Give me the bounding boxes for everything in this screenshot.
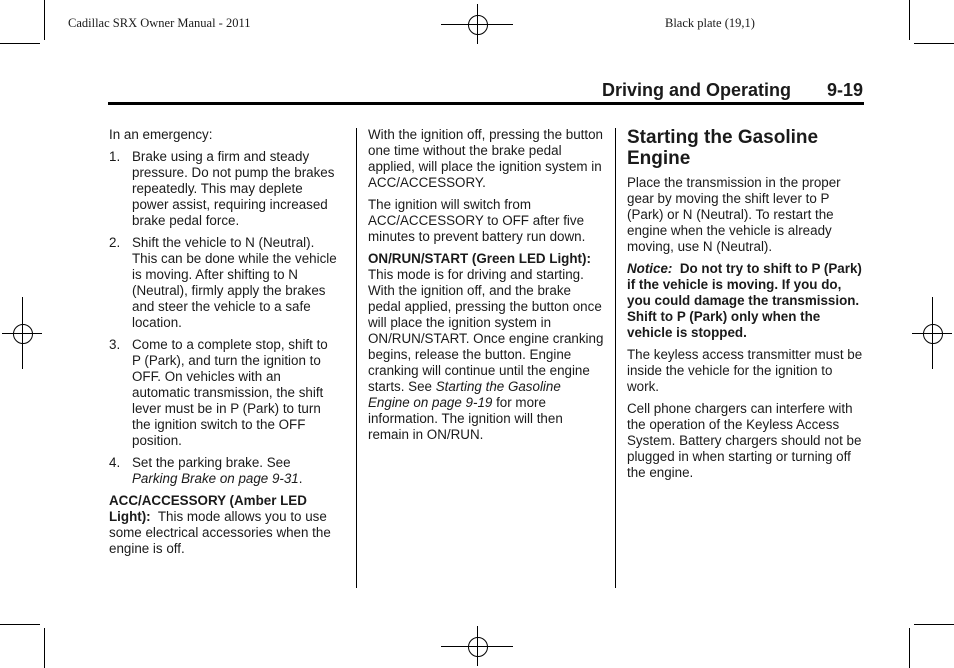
registration-mark-left [2, 297, 42, 369]
run-paragraph [368, 251, 606, 443]
list-text: Shift the vehicle to N (Neutral). This can be done while the vehicle is moving. After shifting to N (Neutral), firmly apply the brakes and steer the vehicle to a safe location. [132, 235, 337, 330]
section-title: Driving and Operating [602, 80, 792, 100]
list-text: Come to a complete stop, shift to P (Park), and turn the ignition to OFF. On vehicles with an automatic transmission, the shift lever must be in P (Park) to turn the ignition switch to the OFF position. [132, 337, 328, 448]
column-divider [615, 128, 616, 588]
paragraph: With the ignition off, pressing the button one time without the brake pedal applied, will place the ignition system in ACC/ACCESSORY. [368, 127, 603, 190]
subsection-heading: Starting the Gasoline Engine [627, 127, 819, 169]
list-item [109, 337, 337, 449]
list-number: 4. [109, 455, 121, 470]
column-divider [356, 128, 357, 588]
paragraph: The ignition will switch from ACC/ACCESSORY to OFF after five minutes to prevent battery run down. [368, 197, 586, 244]
list-text: Brake using a firm and steady pressure. Do not pump the brakes repeatedly. This may deplete power assist, requiring increased brake pedal force. [132, 149, 335, 228]
run-heading: ON/RUN/START (Green LED Light): [368, 251, 591, 266]
crop-mark [909, 0, 910, 40]
crop-mark [44, 628, 45, 668]
notice-text: Do not try to shift to P (Park) if the vehicle is moving. If you do, you could damage the transmission. Shift to P (Park) only when the vehicle is stopped. [627, 261, 862, 340]
notice-paragraph [627, 261, 867, 341]
cross-reference-link[interactable]: Starting the Gasoline Engine on page 9-19 [368, 379, 561, 410]
paragraph: The keyless access transmitter must be inside the vehicle for the ignition to work. [627, 347, 863, 394]
registration-mark-right [912, 297, 952, 369]
manual-title: Cadillac SRX Owner Manual - 2011 [68, 16, 251, 30]
registration-mark-bottom [441, 626, 513, 666]
acc-heading: ACC/ACCESSORY (Amber LED Light): [109, 493, 307, 524]
crop-mark [44, 0, 45, 40]
list-text: Set the parking brake. See [132, 455, 291, 470]
list-item [109, 235, 337, 331]
crop-mark [914, 624, 954, 625]
header-rule [108, 102, 864, 105]
column-3 [627, 127, 867, 487]
crop-mark [0, 624, 40, 625]
acc-paragraph [109, 493, 337, 557]
notice-label: Notice: [627, 261, 673, 276]
paragraph: Place the transmission in the proper gear by moving the shift lever to P (Park) or N (Neutral). To restart the engine when the vehicle is already moving, use N (Neutral). [627, 175, 841, 254]
run-text-end: for more information. The ignition will then remain in ON/RUN. [368, 395, 563, 442]
acc-text: This mode allows you to use some electrical accessories when the engine is off. [109, 509, 331, 556]
registration-mark-top [441, 4, 513, 44]
plate-label: Black plate (19,1) [665, 16, 755, 30]
intro-text: In an emergency: [109, 127, 213, 142]
page-number: 9-19 [827, 80, 864, 100]
paragraph: Cell phone chargers can interfere with the operation of the Keyless Access System. Battery chargers should not be plugged in when starting or turning off the engine. [627, 401, 862, 480]
column-1 [109, 127, 337, 563]
list-number: 2. [109, 235, 121, 250]
run-text: This mode is for driving and starting. With the ignition off, and the brake pedal applied, pressing the button once will place the ignition system in ON/RUN/START. Once engine cranking begins, release the button. Engine cranking will continue until the engine starts. See [368, 267, 604, 394]
column-2 [368, 127, 606, 449]
crop-mark [909, 628, 910, 668]
list-number: 3. [109, 337, 121, 352]
crop-mark [914, 43, 954, 44]
crop-mark [0, 43, 40, 44]
list-text-end: . [298, 471, 303, 486]
list-item [109, 149, 337, 229]
cross-reference-link[interactable]: Parking Brake on page 9-31 [132, 471, 299, 486]
list-number: 1. [109, 149, 121, 164]
list-item [109, 455, 337, 487]
